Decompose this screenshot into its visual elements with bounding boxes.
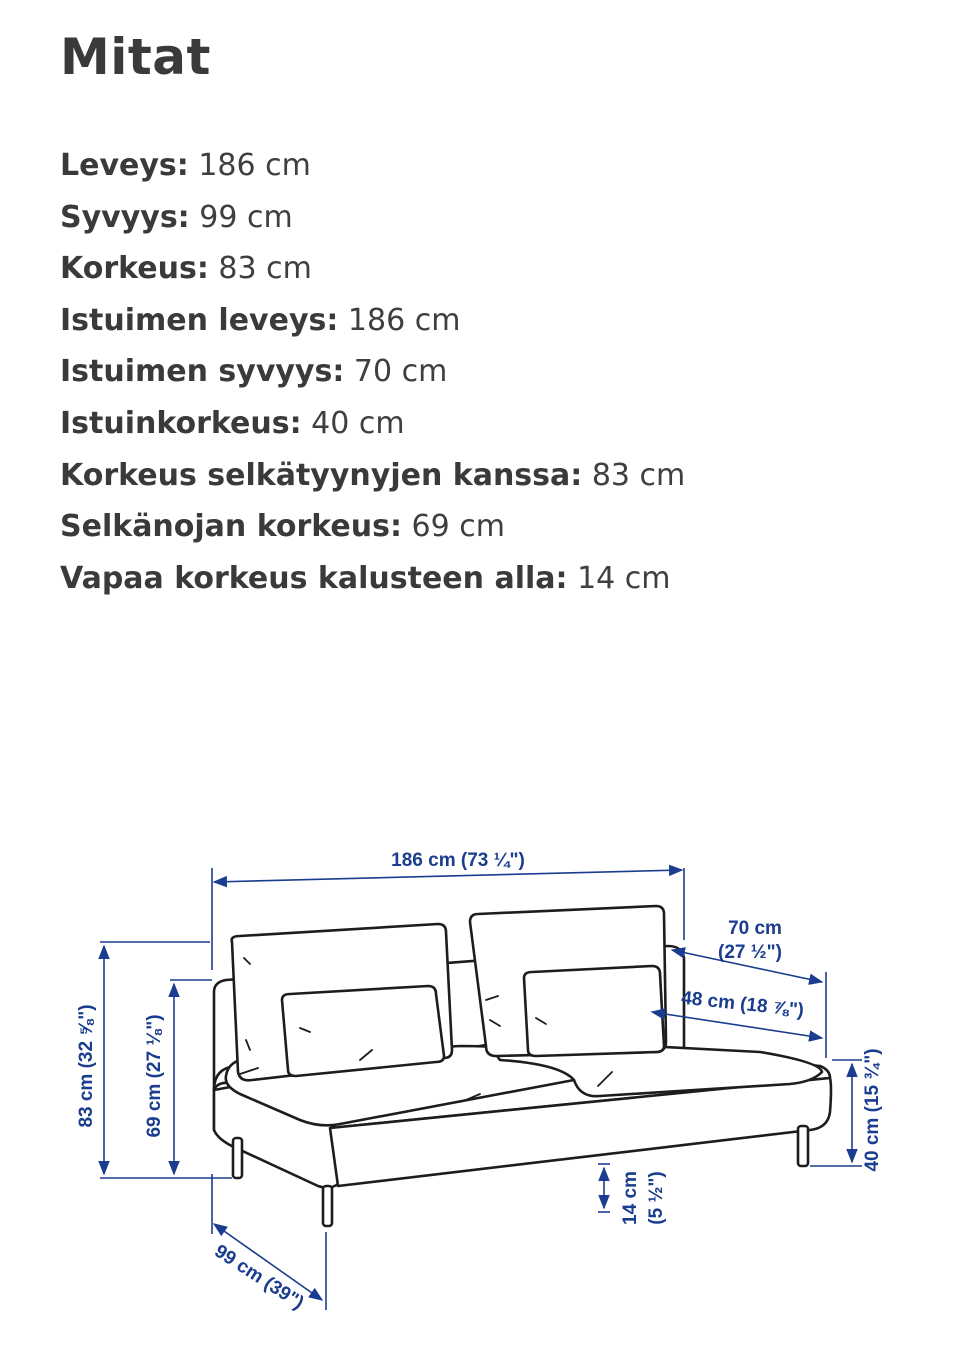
back-height-label: 69 cm (27 ⅛") xyxy=(144,1014,165,1138)
spec-value: 69 cm xyxy=(411,509,505,545)
spec-value: 14 cm xyxy=(577,560,671,596)
seat-depth-cm-label: 70 cm xyxy=(728,918,782,939)
spec-value: 83 cm xyxy=(218,251,312,287)
spec-label: Selkänojan korkeus: xyxy=(60,509,402,545)
spec-row-seat-height xyxy=(60,398,685,450)
sofa-leg-front-left xyxy=(233,1138,242,1178)
seat-height-label: 40 cm (15 ¾") xyxy=(862,1048,883,1172)
spec-label: Istuimen leveys: xyxy=(60,302,339,338)
total-height-label: 83 cm (32 ⅝") xyxy=(76,1004,97,1128)
spec-row-backrest-height xyxy=(60,501,685,553)
spec-label: Istuinkorkeus: xyxy=(60,405,302,441)
sofa-dimension-diagram xyxy=(0,820,960,1340)
spec-row-height-back-cushions xyxy=(60,450,685,502)
dimensions-list xyxy=(60,140,685,604)
spec-label: Korkeus: xyxy=(60,251,209,287)
spec-value: 83 cm xyxy=(591,457,686,493)
lumbar-pillow-right xyxy=(524,966,664,1056)
spec-value: 99 cm xyxy=(199,199,293,235)
spec-value: 40 cm xyxy=(311,405,405,441)
spec-label: Istuimen syvyys: xyxy=(60,354,345,390)
sofa-leg-front-middle xyxy=(323,1186,332,1226)
spec-row-width xyxy=(60,140,685,192)
spec-row-height xyxy=(60,243,685,295)
clearance-cm-label: 14 cm xyxy=(620,1171,641,1225)
spec-label: Leveys: xyxy=(60,148,189,183)
spec-label: Syvyys: xyxy=(60,199,190,235)
depth-dimension-label: 99 cm (39") xyxy=(210,1240,308,1314)
spec-value: 186 cm xyxy=(198,148,311,183)
sofa-leg-back-right xyxy=(798,1126,808,1166)
spec-row-seat-width xyxy=(60,295,685,347)
spec-row-depth xyxy=(60,192,685,244)
page-title: Mitat xyxy=(60,28,211,86)
cushion-depth-label: 48 cm (18 ⅞") xyxy=(680,987,805,1022)
spec-row-seat-depth xyxy=(60,346,685,398)
spec-value: 186 cm xyxy=(347,302,461,338)
width-dimension-label: 186 cm (73 ¼") xyxy=(391,850,525,871)
clearance-in-label: (5 ½") xyxy=(646,1171,667,1225)
spec-value: 70 cm xyxy=(353,354,448,390)
spec-label: Vapaa korkeus kalusteen alla: xyxy=(60,560,568,596)
spec-row-clearance xyxy=(60,553,685,605)
width-dimension-line xyxy=(214,870,682,882)
spec-label: Korkeus selkätyynyjen kanssa: xyxy=(60,457,583,493)
seat-depth-in-label: (27 ½") xyxy=(718,942,782,963)
